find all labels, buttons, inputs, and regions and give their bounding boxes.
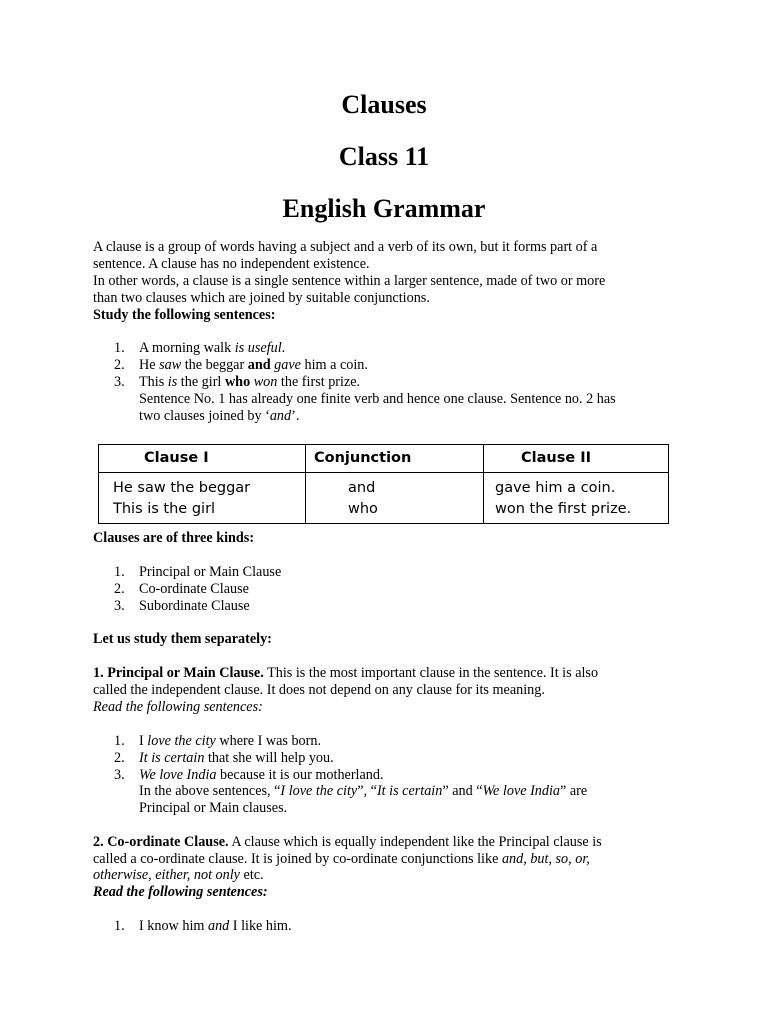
intro-line: than two clauses which are joined by suitable conjunctions.: [93, 290, 430, 306]
list-item: 3. Subordinate Clause: [114, 598, 250, 614]
table-header-divider: [99, 472, 668, 473]
page-subtitle-class: Class 11: [338, 142, 430, 171]
list-item: 2. It is certain that she will help you.: [114, 750, 334, 766]
coordinate-line: otherwise, either, not only etc.: [93, 867, 264, 883]
table-cell: This is the girl: [113, 501, 216, 517]
coordinate-paragraph: 2. Co-ordinate Clause. A clause which is equally independent like the Principal clause is: [93, 834, 602, 850]
list-number: 1.: [114, 340, 125, 356]
read-instruction: Read the following sentences:: [93, 699, 263, 715]
table-cell: who: [348, 501, 378, 517]
list-item: 2. Co-ordinate Clause: [114, 581, 249, 597]
note-line: In the above sentences, “I love the city”, “It is certain” and “We love India” are: [139, 783, 588, 799]
list-item: 2. He saw the beggar and gave him a coin.: [114, 357, 368, 373]
page-title: Clauses: [341, 90, 427, 119]
principal-paragraph: 1. Principal or Main Clause. This is the most important clause in the sentence. It is also: [93, 665, 599, 681]
table-cell: and: [348, 480, 376, 496]
list-item: 3. We love India because it is our motherland.: [114, 767, 384, 783]
intro-line: A clause is a group of words having a subject and a verb of its own, but it forms part of a: [93, 239, 598, 255]
page-subtitle-subject: English Grammar: [282, 194, 486, 223]
table-header: Clause I: [144, 450, 209, 466]
principal-line: called the independent clause. It does not depend on any clause for its meaning.: [93, 682, 545, 698]
read-instruction: Read the following sentences:: [93, 884, 268, 900]
table-header: Clause II: [521, 450, 592, 466]
list-number: 2.: [114, 357, 125, 373]
intro-line: In other words, a clause is a single sentence within a larger sentence, made of two or more: [93, 273, 606, 289]
clause-table: [98, 444, 669, 524]
table-divider: [305, 445, 306, 523]
separately-heading: Let us study them separately:: [93, 631, 272, 647]
table-cell: won the first prize.: [495, 501, 632, 517]
study-heading: Study the following sentences:: [93, 307, 276, 323]
table-cell: He saw the beggar: [113, 480, 251, 496]
list-item: 3. This is the girl who won the first prize.: [114, 374, 361, 390]
list-item: 1. A morning walk is useful.: [114, 340, 286, 356]
note-line: Principal or Main clauses.: [139, 800, 288, 816]
table-header: Conjunction: [314, 450, 412, 466]
note-line: Sentence No. 1 has already one finite verb and hence one clause. Sentence no. 2 has: [139, 391, 616, 407]
note-line: two clauses joined by ‘and’.: [139, 408, 300, 424]
coordinate-heading: 2. Co-ordinate Clause.: [93, 834, 229, 850]
list-number: 3.: [114, 374, 125, 390]
table-cell: gave him a coin.: [495, 480, 616, 496]
list-item: 1. I love the city where I was born.: [114, 733, 322, 749]
intro-line: sentence. A clause has no independent existence.: [93, 256, 370, 272]
kinds-heading: Clauses are of three kinds:: [93, 530, 255, 546]
list-item: 1. I know him and I like him.: [114, 918, 292, 934]
list-item: 1. Principal or Main Clause: [114, 564, 282, 580]
principal-heading: 1. Principal or Main Clause.: [93, 665, 264, 681]
table-divider: [483, 445, 484, 523]
coordinate-line: called a co-ordinate clause. It is joined by co-ordinate conjunctions like and, but, so, or,: [93, 851, 590, 867]
